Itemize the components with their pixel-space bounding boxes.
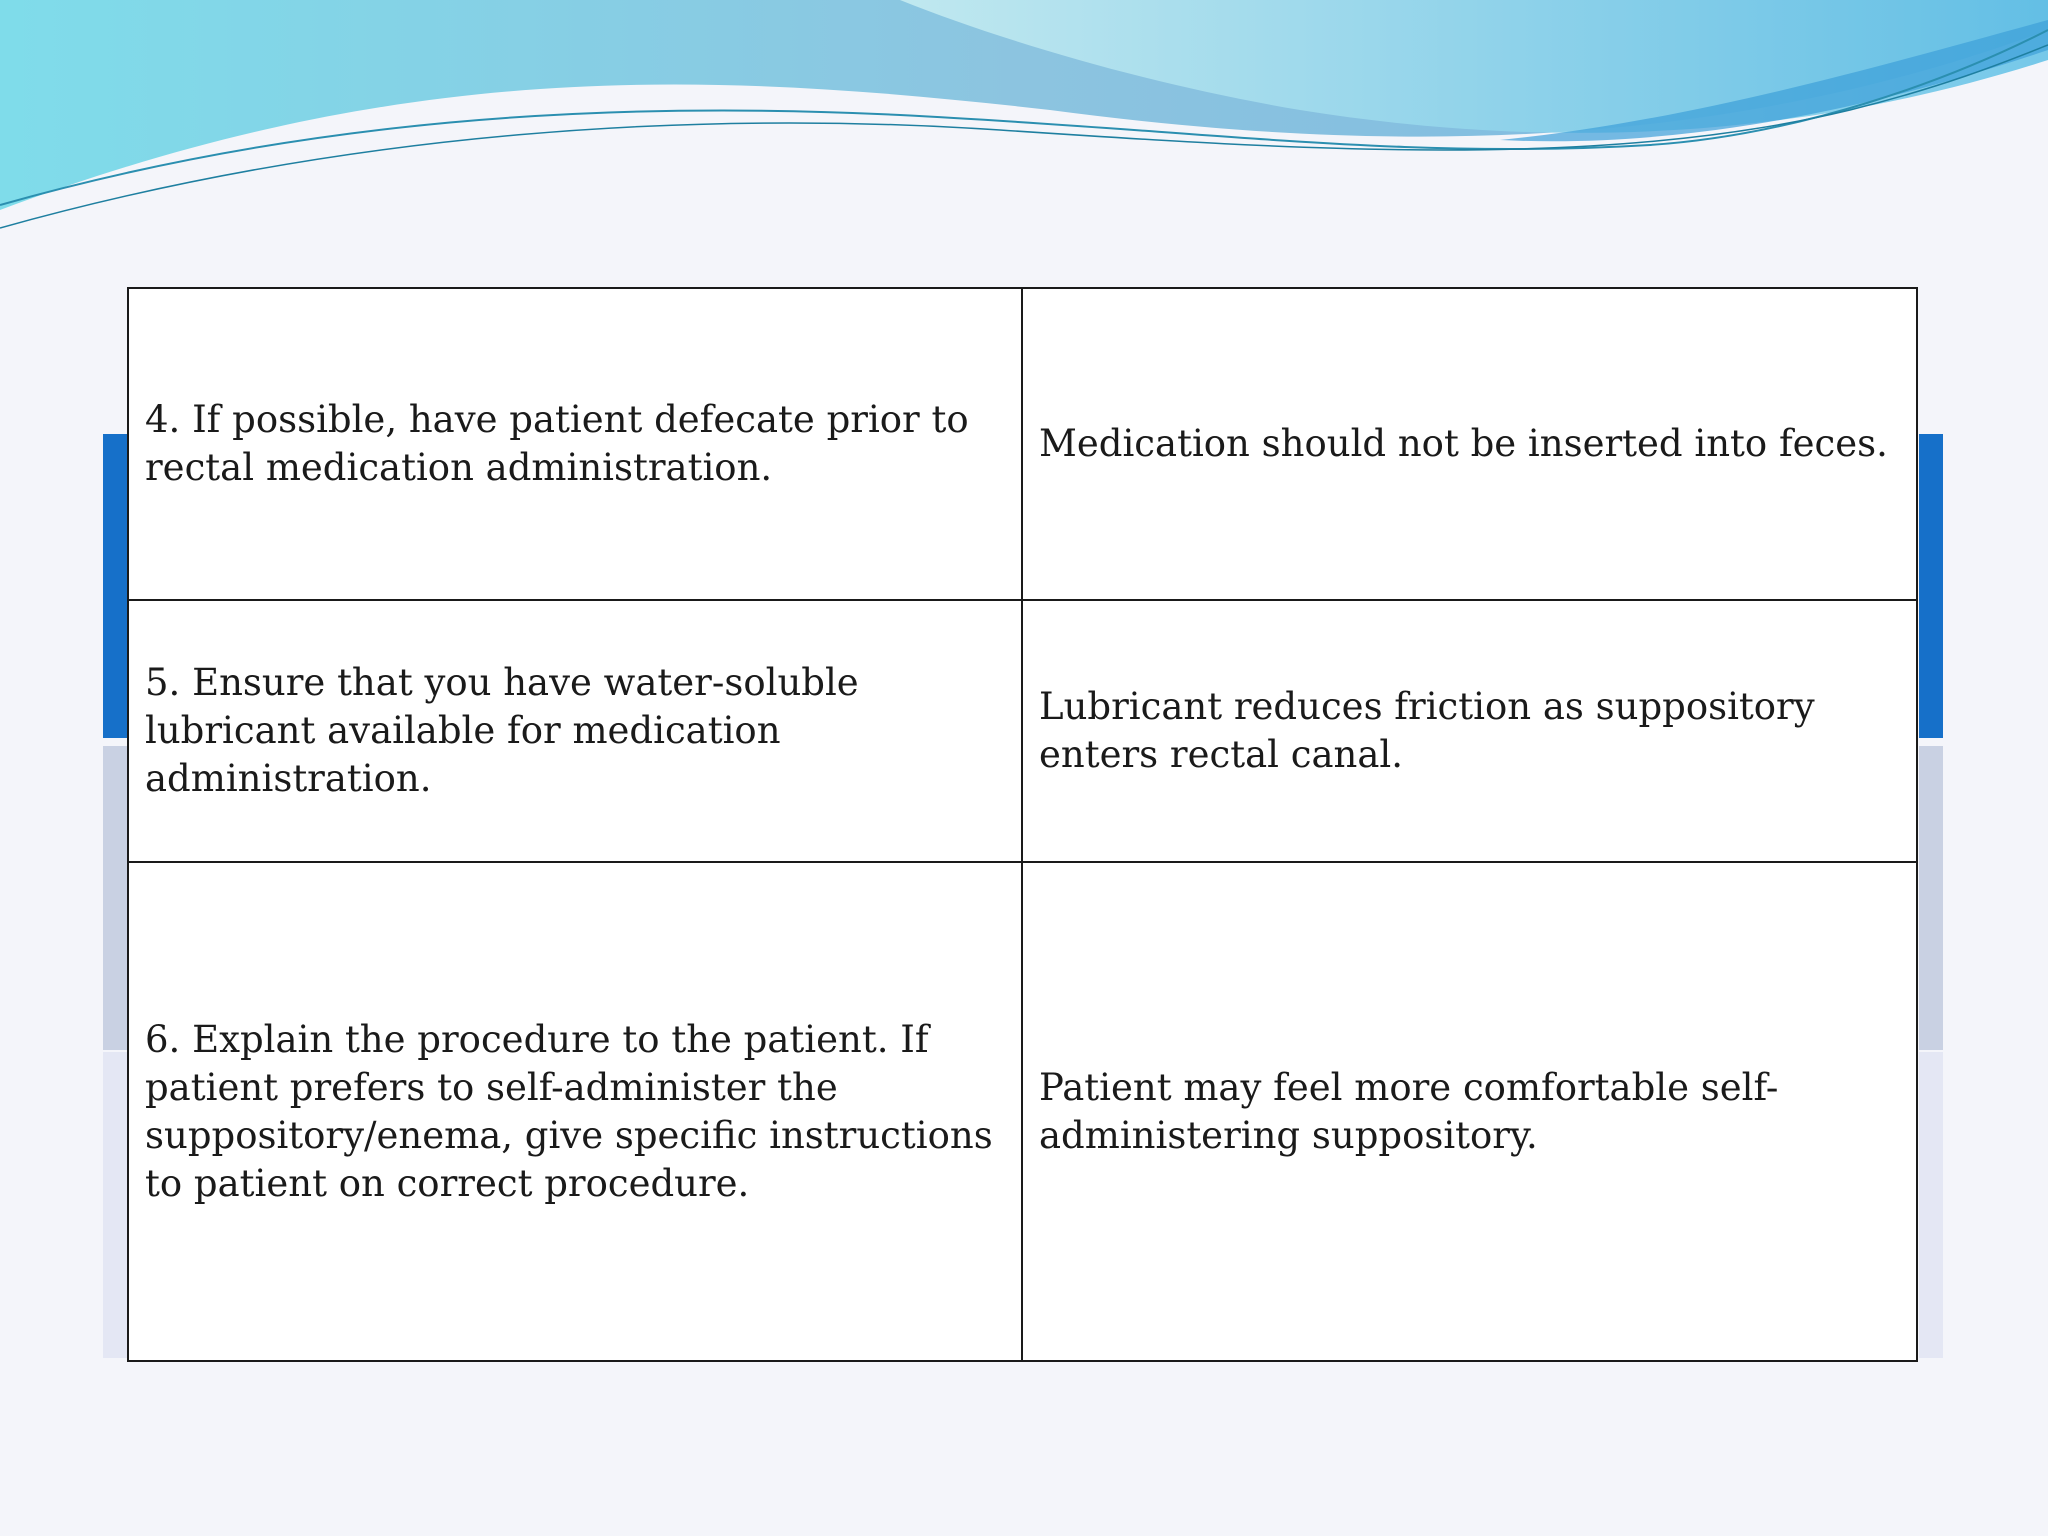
- table-row: [128, 600, 1917, 862]
- step-cell: 4. If possible, have patient defecate prior to rectal medication administration.: [128, 288, 1022, 600]
- left-accent-bar-gray: [103, 746, 127, 1050]
- right-accent-bar-pale: [1919, 1052, 1943, 1358]
- left-accent-bar-blue: [103, 434, 127, 738]
- decorative-wave-banner: [0, 0, 2048, 240]
- table-row: [128, 288, 1917, 600]
- rationale-cell: Medication should not be inserted into feces.: [1022, 288, 1917, 600]
- left-accent-bar-pale: [103, 1052, 127, 1358]
- rationale-cell: Lubricant reduces friction as suppository enters rectal canal.: [1022, 600, 1917, 862]
- procedure-rationale-table: [127, 287, 1918, 1362]
- step-cell: 6. Explain the procedure to the patient. If patient prefers to self-administer the suppository/enema, give specific instructions to patient on correct procedure.: [128, 862, 1022, 1361]
- rationale-cell: Patient may feel more comfortable self-administering suppository.: [1022, 862, 1917, 1361]
- right-accent-bar-blue: [1919, 434, 1943, 738]
- right-accent-bar-gray: [1919, 746, 1943, 1050]
- table-row: [128, 862, 1917, 1361]
- step-cell: 5. Ensure that you have water-soluble lubricant available for medication administration.: [128, 600, 1022, 862]
